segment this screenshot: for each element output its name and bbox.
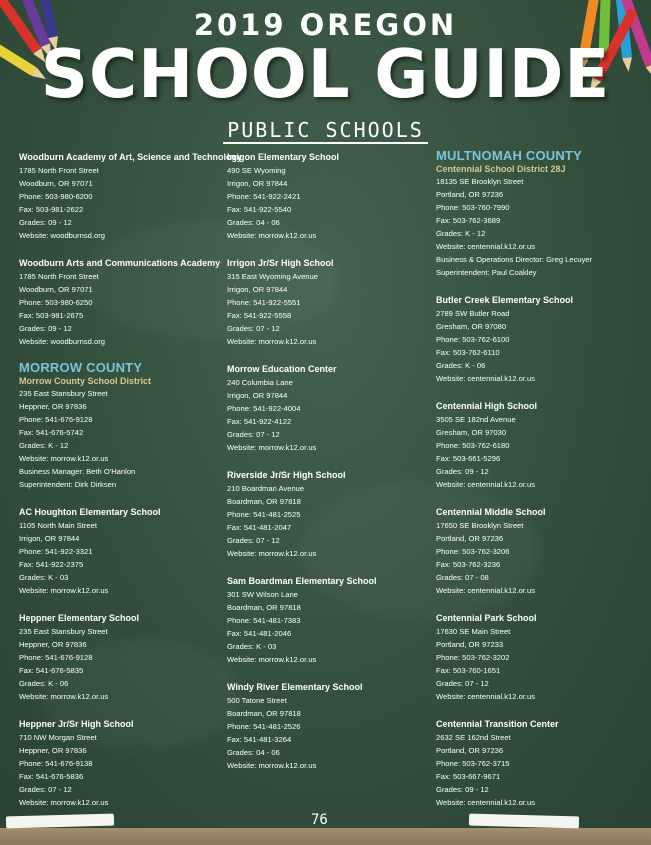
school-detail-line: Fax: 503-667-9671 [436, 772, 501, 781]
school-detail-line: 2632 SE 162nd Street [436, 733, 511, 742]
school-entry [227, 257, 432, 348]
school-name: Centennial Transition Center [436, 719, 559, 729]
school-detail-line: 240 Columbia Lane [227, 378, 293, 387]
school-detail-line: 235 East Stansbury Street [19, 389, 108, 398]
school-name: Irrigon Jr/Sr High School [227, 258, 334, 268]
district-name: Morrow County School District [19, 376, 152, 386]
school-detail-line: Fax: 541-676-5835 [19, 666, 84, 675]
school-detail-line: Phone: 503-760-7990 [436, 203, 510, 212]
school-detail-line: Irrigon, OR 97844 [227, 179, 288, 188]
school-detail-line: 1105 North Main Street [19, 521, 97, 530]
school-detail-line: Fax: 541-922-2375 [19, 560, 84, 569]
school-name: Centennial Middle School [436, 507, 546, 517]
school-entry [227, 151, 432, 242]
school-detail-line: Grades: 09 - 12 [436, 785, 489, 794]
school-detail-line: Fax: 503-661-5296 [436, 454, 501, 463]
school-entry [19, 257, 224, 348]
school-detail-line: Heppner, OR 97836 [19, 746, 87, 755]
school-detail-line: Grades: K - 06 [436, 361, 486, 370]
school-detail-line: Fax: 503-981-2675 [19, 311, 84, 320]
school-detail-line: Superintendent: Paul Coakley [436, 268, 537, 277]
school-detail-line: Grades: K - 03 [19, 573, 69, 582]
school-detail-line: Superintendent: Dirk Dirksen [19, 480, 117, 489]
school-detail-line: 1785 North Front Street [19, 272, 99, 281]
school-detail-line: Phone: 541-922-5551 [227, 298, 301, 307]
school-detail-line: Grades: 07 - 12 [436, 679, 489, 688]
school-detail-line: Website: morrow.k12.or.us [227, 443, 317, 452]
school-detail-line: Fax: 503-760-1651 [436, 666, 501, 675]
school-detail-line: Grades: K - 12 [436, 229, 486, 238]
school-detail-line: 17650 SE Brooklyn Street [436, 521, 524, 530]
school-detail-line: Fax: 541-676-5836 [19, 772, 84, 781]
school-name: Heppner Jr/Sr High School [19, 719, 134, 729]
school-detail-line: Website: morrow.k12.or.us [227, 655, 317, 664]
school-detail-line: Fax: 541-481-2047 [227, 523, 292, 532]
school-detail-line: Fax: 503-981-2622 [19, 205, 84, 214]
school-detail-line: Woodburn, OR 97071 [19, 285, 93, 294]
school-detail-line: Gresham, OR 97080 [436, 322, 507, 331]
school-name: Butler Creek Elementary School [436, 295, 574, 305]
school-detail-line: Phone: 503-762-3715 [436, 759, 510, 768]
school-detail-line: Grades: 09 - 12 [19, 218, 72, 227]
school-detail-line: Fax: 541-676-5742 [19, 428, 84, 437]
school-detail-line: 3505 SE 182nd Avenue [436, 415, 516, 424]
school-detail-line: Grades: 07 - 12 [19, 785, 72, 794]
school-detail-line: Grades: 07 - 08 [436, 573, 489, 582]
school-detail-line: Website: morrow.k12.or.us [227, 549, 317, 558]
school-detail-line: Fax: 503-762-3689 [436, 216, 501, 225]
page-title: SCHOOL GUIDE [40, 35, 611, 113]
school-detail-line: Phone: 541-922-4004 [227, 404, 301, 413]
school-detail-line: Irrigon, OR 97844 [227, 285, 288, 294]
school-detail-line: Boardman, OR 97818 [227, 497, 301, 506]
school-name: Sam Boardman Elementary School [227, 576, 377, 586]
school-detail-line: Phone: 541-922-2421 [227, 192, 301, 201]
school-detail-line: Woodburn, OR 97071 [19, 179, 93, 188]
school-name: Windy River Elementary School [227, 682, 363, 692]
school-entry [19, 151, 243, 242]
school-detail-line: 1785 North Front Street [19, 166, 99, 175]
school-detail-line: Phone: 541-481-7383 [227, 616, 301, 625]
school-detail-line: Website: centennial.k12.or.us [436, 242, 536, 251]
school-detail-line: Portland, OR 97236 [436, 746, 504, 755]
school-detail-line: 490 SE Wyoming [227, 166, 286, 175]
school-detail-line: Grades: K - 03 [227, 642, 277, 651]
school-detail-line: 301 SW Wilson Lane [227, 590, 298, 599]
school-name: Centennial Park School [436, 613, 537, 623]
school-detail-line: 17630 SE Main Street [436, 627, 511, 636]
school-detail-line: Phone: 503-980-6200 [19, 192, 93, 201]
school-detail-line: Website: woodburnsd.org [19, 231, 105, 240]
school-detail-line: Irrigon, OR 97844 [19, 534, 80, 543]
school-detail-line: Website: morrow.k12.or.us [227, 761, 317, 770]
school-detail-line: Grades: 04 - 06 [227, 748, 280, 757]
school-detail-line: Phone: 541-676-9128 [19, 653, 93, 662]
school-detail-line: Business & Operations Director: Greg Lecuyer [436, 255, 593, 264]
school-detail-line: Gresham, OR 97030 [436, 428, 507, 437]
school-detail-line: Grades: 07 - 12 [227, 536, 280, 545]
school-detail-line: Website: morrow.k12.or.us [19, 798, 109, 807]
school-detail-line: Grades: 09 - 12 [436, 467, 489, 476]
school-detail-line: 18135 SE Brooklyn Street [436, 177, 524, 186]
school-entry [436, 400, 641, 491]
school-detail-line: 710 NW Morgan Street [19, 733, 97, 742]
school-detail-line: Grades: 09 - 12 [19, 324, 72, 333]
school-detail-line: Fax: 503-762-6110 [436, 348, 500, 357]
header-year-state: 2019 OREGON [193, 8, 458, 42]
school-detail-line: Website: woodburnsd.org [19, 337, 105, 346]
school-detail-line: 315 East Wyoming Avenue [227, 272, 318, 281]
school-detail-line: Phone: 541-481-2526 [227, 722, 301, 731]
school-detail-line: 2789 SW Butler Road [436, 309, 510, 318]
school-detail-line: Business Manager: Beth O'Hanlon [19, 467, 136, 476]
column-1 [19, 151, 243, 824]
school-name: Irrigon Elementary School [227, 152, 340, 162]
school-detail-line: Boardman, OR 97818 [227, 603, 301, 612]
school-detail-line: Grades: 04 - 06 [227, 218, 280, 227]
school-detail-line: Heppner, OR 97836 [19, 640, 87, 649]
school-entry [436, 506, 641, 597]
county-heading: MULTNOMAH COUNTY [436, 148, 582, 163]
school-detail-line: Phone: 503-980-6250 [19, 298, 93, 307]
page-subtitle-text: PUBLIC SCHOOLS [223, 118, 428, 144]
school-detail-line: 500 Tatone Street [227, 696, 287, 705]
school-detail-line: Phone: 503-762-6100 [436, 335, 510, 344]
school-detail-line: Phone: 503-762-3206 [436, 547, 510, 556]
school-entry [19, 612, 224, 703]
district-name: Centennial School District 28J [436, 164, 566, 174]
school-name: Woodburn Arts and Communications Academy [19, 258, 221, 268]
school-detail-line: Portland, OR 97233 [436, 640, 504, 649]
school-name: Heppner Elementary School [19, 613, 140, 623]
column-3 [436, 148, 641, 824]
school-detail-line: Website: morrow.k12.or.us [227, 337, 317, 346]
school-detail-line: Website: morrow.k12.or.us [19, 454, 109, 463]
school-entry [227, 363, 432, 454]
school-name: Centennial High School [436, 401, 538, 411]
page-subtitle [0, 118, 651, 144]
page-number: 76 [311, 812, 328, 828]
school-detail-line: Fax: 541-922-5540 [227, 205, 292, 214]
school-detail-line: Website: morrow.k12.or.us [227, 231, 317, 240]
school-detail-line: Website: morrow.k12.or.us [19, 692, 109, 701]
school-detail-line: Fax: 541-481-3264 [227, 735, 292, 744]
school-name: AC Houghton Elementary School [19, 507, 161, 517]
school-entry [19, 718, 224, 809]
school-detail-line: Heppner, OR 97836 [19, 402, 87, 411]
school-detail-line: Phone: 503-762-6180 [436, 441, 510, 450]
county-heading: MORROW COUNTY [19, 360, 143, 375]
school-entry [19, 361, 224, 491]
school-detail-line: Portland, OR 97236 [436, 190, 504, 199]
school-detail-line: Grades: 07 - 12 [227, 430, 280, 439]
school-entry [436, 149, 641, 279]
school-detail-line: Boardman, OR 97818 [227, 709, 301, 718]
school-name: Woodburn Academy of Art, Science and Technology [19, 152, 243, 162]
school-entry [227, 681, 432, 772]
school-detail-line: Grades: K - 06 [19, 679, 69, 688]
school-detail-line: Website: centennial.k12.or.us [436, 586, 536, 595]
school-detail-line: Website: morrow.k12.or.us [19, 586, 109, 595]
school-detail-line: Phone: 503-762-3202 [436, 653, 510, 662]
school-detail-line: Website: centennial.k12.or.us [436, 480, 536, 489]
school-name: Riverside Jr/Sr High School [227, 470, 346, 480]
school-detail-line: Fax: 541-922-5558 [227, 311, 292, 320]
school-detail-line: 210 Boardman Avenue [227, 484, 305, 493]
school-detail-line: Phone: 541-676-9128 [19, 415, 93, 424]
school-detail-line: Website: centennial.k12.or.us [436, 374, 536, 383]
school-detail-line: Grades: 07 - 12 [227, 324, 280, 333]
school-detail-line: Phone: 541-922-3321 [19, 547, 93, 556]
school-detail-line: 235 East Stansbury Street [19, 627, 108, 636]
school-detail-line: Grades: K - 12 [19, 441, 69, 450]
school-entry [227, 575, 432, 666]
school-detail-line: Website: centennial.k12.or.us [436, 692, 536, 701]
school-name: Morrow Education Center [227, 364, 337, 374]
school-detail-line: Fax: 541-922-4122 [227, 417, 292, 426]
school-detail-line: Fax: 503-762-3236 [436, 560, 501, 569]
school-detail-line: Fax: 541-481-2046 [227, 629, 292, 638]
school-detail-line: Website: centennial.k12.or.us [436, 798, 536, 807]
school-entry [436, 612, 641, 703]
school-detail-line: Irrigon, OR 97844 [227, 391, 288, 400]
school-detail-line: Phone: 541-676-9138 [19, 759, 93, 768]
column-2 [227, 151, 432, 787]
chalk-ledge [0, 828, 651, 845]
school-detail-line: Phone: 541-481-2525 [227, 510, 301, 519]
school-entry [436, 294, 641, 385]
school-detail-line: Portland, OR 97236 [436, 534, 504, 543]
school-entry [227, 469, 432, 560]
school-entry [19, 506, 224, 597]
school-entry [436, 718, 641, 809]
